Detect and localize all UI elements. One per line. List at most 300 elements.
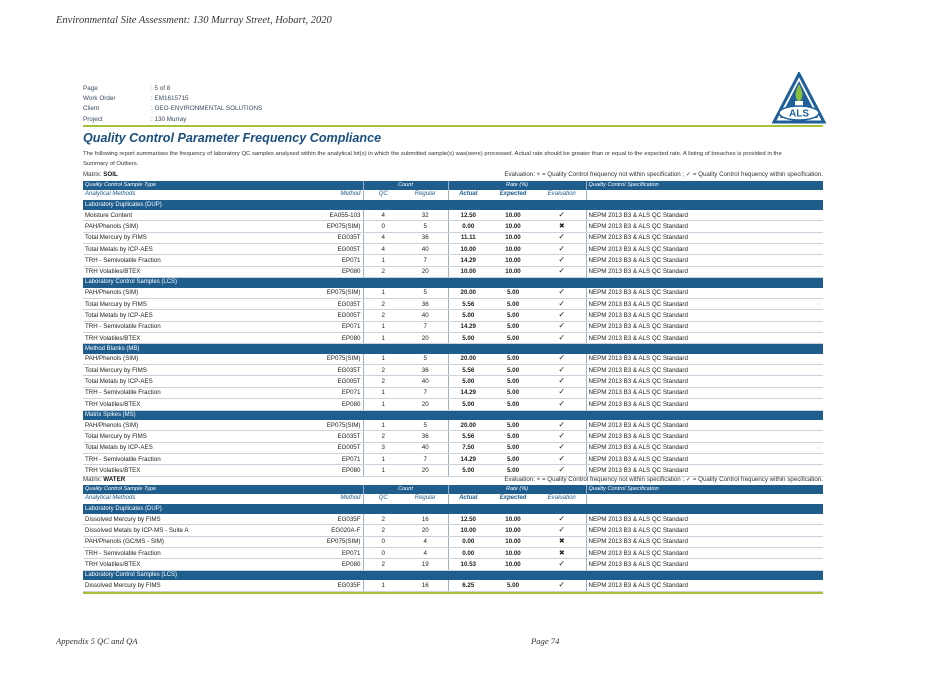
analyte-cell: PAH/Phenols (SIM) [83,221,268,232]
actual-rate-cell: 5.00 [448,399,488,410]
analyte-cell: Total Mercury by FIMS [83,365,268,376]
evaluation-cell [538,420,586,431]
actual-rate-cell: 20.00 [448,354,488,365]
expected-rate-cell: 10.00 [488,514,538,525]
analyte-cell: Total Mercury by FIMS [83,232,268,243]
expected-rate-cell: 5.00 [488,376,538,387]
count-header: Count [363,181,448,190]
table-row [83,525,823,536]
method-cell: EG035T [268,232,363,243]
qc-count-cell: 1 [363,255,403,266]
meta-value: : GEO-ENVIRONMENTAL SOLUTIONS [151,105,263,113]
actual-rate-cell: 0.00 [448,536,488,547]
analyte-cell: Total Metals by ICP-AES [83,244,268,255]
regular-count-cell: 20 [403,465,448,476]
evaluation-cell [538,399,586,410]
regular-count-cell: 40 [403,244,448,255]
table-row [83,399,823,410]
group-row [83,344,823,354]
meta-value: : 130 Murray [151,115,187,123]
method-cell: EP080 [268,332,363,343]
regular-count-cell: 36 [403,431,448,442]
actual-rate-cell: 0.00 [448,221,488,232]
actual-header: Actual [448,494,488,504]
expected-rate-cell: 10.00 [488,525,538,536]
spec-cell: NEPM 2013 B3 & ALS QC Standard [586,365,823,376]
expected-rate-cell: 5.00 [488,354,538,365]
group-title: Laboratory Duplicates (DUP) [83,200,823,210]
expected-rate-cell: 5.00 [488,431,538,442]
analyte-cell: TRH Volatiles/BTEX [83,465,268,476]
method-cell: EP071 [268,321,363,332]
cross-icon: ✖ [558,223,565,231]
qc-header: QC [363,494,403,504]
actual-rate-cell: 6.25 [448,580,488,591]
check-icon: ✓ [558,287,566,297]
spec-cell: NEPM 2013 B3 & ALS QC Standard [586,244,823,255]
header-row [83,485,823,494]
rate-header: Rate (%) [448,485,586,494]
method-cell: EG035F [268,514,363,525]
spec-subheader [586,494,823,504]
matrix-label-water [83,476,823,485]
qc-header: QC [363,190,403,200]
expected-rate-cell: 10.00 [488,266,538,277]
analyte-cell: PAH/Phenols (SIM) [83,420,268,431]
analyte-cell: TRH - Semivolatile Fraction [83,321,268,332]
spec-cell: NEPM 2013 B3 & ALS QC Standard [586,232,823,243]
evaluation-header: Evaluation [538,494,586,504]
table-row [83,365,823,376]
matrix-prefix: Matrix: [83,171,102,178]
method-header: Method [268,494,363,504]
group-title: Laboratory Control Samples (LCS) [83,570,823,580]
analyte-cell: TRH Volatiles/BTEX [83,266,268,277]
expected-rate-cell: 10.00 [488,244,538,255]
expected-header: Expected [488,190,538,200]
check-icon: ✓ [558,442,566,452]
regular-count-cell: 5 [403,288,448,299]
check-icon: ✓ [558,210,566,219]
check-icon: ✓ [558,232,566,242]
method-cell: EG035T [268,431,363,442]
meta-label: Page [83,84,98,92]
table-row [83,354,823,365]
table-row [83,420,823,431]
expected-rate-cell: 5.00 [488,288,538,299]
table-row [83,321,823,332]
evaluation-legend: Evaluation: × = Quality Control frequency not within specification ; ✓ = Quality Control frequency within specification. [504,476,823,483]
table-row [83,266,823,277]
spec-cell: NEPM 2013 B3 & ALS QC Standard [586,321,823,332]
qc-count-cell: 4 [363,232,403,243]
matrix-prefix: Matrix: [83,476,102,483]
table-row [83,244,823,255]
qc-count-cell: 1 [363,465,403,476]
evaluation-cell [538,454,586,465]
spec-cell: NEPM 2013 B3 & ALS QC Standard [586,431,823,442]
method-cell: EP080 [268,399,363,410]
analyte-cell: Total Mercury by FIMS [83,298,268,309]
spec-cell: NEPM 2013 B3 & ALS QC Standard [586,525,823,536]
actual-rate-cell: 5.00 [448,310,488,321]
evaluation-cell [538,442,586,453]
regular-count-cell: 20 [403,399,448,410]
qc-count-cell: 3 [363,442,403,453]
report-meta [83,83,262,124]
analyte-cell: TRH - Semivolatile Fraction [83,548,268,559]
table-row [83,514,823,525]
qc-count-cell: 4 [363,244,403,255]
spec-cell: NEPM 2013 B3 & ALS QC Standard [586,442,823,453]
spec-cell: NEPM 2013 B3 & ALS QC Standard [586,221,823,232]
method-cell: EG035T [268,365,363,376]
method-cell: EP071 [268,255,363,266]
method-cell: EP071 [268,454,363,465]
regular-count-cell: 5 [403,354,448,365]
actual-header: Actual [448,190,488,200]
spec-cell: NEPM 2013 B3 & ALS QC Standard [586,332,823,343]
method-cell: EP075(SIM) [268,536,363,547]
method-header: Method [268,190,363,200]
meta-value: : EM1615715 [151,94,189,102]
expected-rate-cell: 10.00 [488,255,538,266]
method-cell: EG005T [268,442,363,453]
check-icon: ✓ [558,243,566,253]
table-row [83,580,823,591]
evaluation-cell [538,244,586,255]
analyte-cell: TRH Volatiles/BTEX [83,399,268,410]
actual-rate-cell: 5.00 [448,465,488,476]
method-cell: EP080 [268,266,363,277]
method-cell: EP075(SIM) [268,354,363,365]
qc-count-cell: 0 [363,536,403,547]
cross-icon: ✖ [558,549,565,557]
method-cell: EG005T [268,310,363,321]
expected-rate-cell: 10.00 [488,221,538,232]
spec-subheader [586,190,823,200]
check-icon: ✓ [558,465,566,475]
table-row [83,387,823,398]
meta-label: Client [83,105,100,113]
qc-count-cell: 2 [363,559,403,570]
check-icon: ✓ [558,255,566,265]
regular-count-cell: 40 [403,376,448,387]
meta-row [83,114,262,124]
spec-cell: NEPM 2013 B3 & ALS QC Standard [586,559,823,570]
analyte-cell: PAH/Phenols (SIM) [83,288,268,299]
actual-rate-cell: 14.29 [448,321,488,332]
group-title: Laboratory Duplicates (DUP) [83,504,823,514]
type-header: Quality Control Sample Type [83,181,363,190]
qc-count-cell: 0 [363,548,403,559]
actual-rate-cell: 10.53 [448,559,488,570]
methods-header: Analytical Methods [83,190,268,200]
check-icon: ✓ [558,398,566,408]
type-header: Quality Control Sample Type [83,485,363,494]
regular-header: Regular [403,190,448,200]
evaluation-cell [538,332,586,343]
regular-count-cell: 36 [403,298,448,309]
actual-rate-cell: 0.00 [448,548,488,559]
evaluation-cell [538,255,586,266]
regular-count-cell: 20 [403,525,448,536]
qc-count-cell: 4 [363,210,403,221]
qc-count-cell: 1 [363,288,403,299]
footer-appendix: Appendix 5 QC and QA [56,636,138,646]
evaluation-header: Evaluation [538,190,586,200]
group-row [83,410,823,420]
evaluation-cell [538,525,586,536]
method-cell: EP071 [268,548,363,559]
intro-paragraph: The following report summarises the frequency of laboratory QC samples analysed within the analytical lot(s) in which the submitted sample(s) was(were) processed. Actual rate should be greater than or equal to the expected rate. A listing of breaches is provided in the Summary of Outliers. [83,151,782,167]
evaluation-cell [538,310,586,321]
spec-header: Quality Control Specification [586,181,823,190]
method-cell: EG005T [268,244,363,255]
evaluation-cell [538,221,586,232]
analyte-cell: TRH Volatiles/BTEX [83,559,268,570]
expected-rate-cell: 10.00 [488,548,538,559]
spec-cell: NEPM 2013 B3 & ALS QC Standard [586,210,823,221]
method-cell: EP071 [268,387,363,398]
group-title: Method Blanks (MB) [83,344,823,354]
evaluation-legend: Evaluation: × = Quality Control frequency not within specification ; ✓ = Quality Control frequency within specification. [504,171,823,178]
qc-count-cell: 2 [363,525,403,536]
qc-count-cell: 0 [363,221,403,232]
regular-count-cell: 5 [403,420,448,431]
qc-count-cell: 2 [363,298,403,309]
group-title: Laboratory Control Samples (LCS) [83,278,823,288]
evaluation-cell [538,514,586,525]
table-row [83,332,823,343]
qc-count-cell: 1 [363,580,403,591]
analyte-cell: Total Metals by ICP-AES [83,310,268,321]
regular-count-cell: 5 [403,221,448,232]
qc-count-cell: 1 [363,354,403,365]
evaluation-cell [538,559,586,570]
spec-cell: NEPM 2013 B3 & ALS QC Standard [586,454,823,465]
regular-count-cell: 7 [403,255,448,266]
regular-count-cell: 36 [403,232,448,243]
expected-rate-cell: 10.00 [488,536,538,547]
qc-count-cell: 1 [363,387,403,398]
spec-cell: NEPM 2013 B3 & ALS QC Standard [586,298,823,309]
table-row [83,559,823,570]
actual-rate-cell: 7.50 [448,442,488,453]
analyte-cell: TRH Volatiles/BTEX [83,332,268,343]
footer-page-number: Page 74 [531,636,560,646]
method-cell: EP080 [268,465,363,476]
analyte-cell: Total Metals by ICP-AES [83,376,268,387]
method-cell: EP080 [268,559,363,570]
analyte-cell: TRH - Semivolatile Fraction [83,255,268,266]
regular-count-cell: 7 [403,454,448,465]
regular-count-cell: 4 [403,548,448,559]
spec-cell: NEPM 2013 B3 & ALS QC Standard [586,548,823,559]
analyte-cell: Total Metals by ICP-AES [83,442,268,453]
evaluation-cell [538,376,586,387]
report-title: Quality Control Parameter Frequency Compliance [83,131,382,145]
analyte-cell: Dissolved Mercury by FIMS [83,514,268,525]
check-icon: ✓ [558,387,566,397]
check-icon: ✓ [558,431,566,441]
evaluation-cell [538,431,586,442]
expected-rate-cell: 5.00 [488,321,538,332]
spec-cell: NEPM 2013 B3 & ALS QC Standard [586,255,823,266]
spec-cell: NEPM 2013 B3 & ALS QC Standard [586,420,823,431]
evaluation-cell [538,465,586,476]
analyte-cell: TRH - Semivolatile Fraction [83,387,268,398]
qc-count-cell: 1 [363,399,403,410]
analyte-cell: TRH - Semivolatile Fraction [83,454,268,465]
table-row [83,298,823,309]
evaluation-cell [538,548,586,559]
spec-cell: NEPM 2013 B3 & ALS QC Standard [586,514,823,525]
check-icon: ✓ [558,420,566,429]
spec-cell: NEPM 2013 B3 & ALS QC Standard [586,310,823,321]
qc-count-cell: 2 [363,514,403,525]
analyte-cell: Moisture Content [83,210,268,221]
method-cell: EG020A-F [268,525,363,536]
actual-rate-cell: 5.00 [448,332,488,343]
actual-rate-cell: 20.00 [448,420,488,431]
header-row [83,181,823,190]
header-divider [83,125,823,127]
expected-rate-cell: 5.00 [488,420,538,431]
check-icon: ✓ [558,364,566,374]
group-row [83,278,823,288]
analyte-cell: Dissolved Mercury by FIMS [83,580,268,591]
footer-divider [83,592,823,594]
qc-count-cell: 1 [363,332,403,343]
evaluation-cell [538,387,586,398]
meta-row [83,104,262,114]
spec-cell: NEPM 2013 B3 & ALS QC Standard [586,399,823,410]
spec-cell: NEPM 2013 B3 & ALS QC Standard [586,536,823,547]
evaluation-cell [538,365,586,376]
actual-rate-cell: 12.50 [448,514,488,525]
regular-count-cell: 20 [403,332,448,343]
check-icon: ✓ [558,453,566,463]
analyte-cell: PAH/Phenols (SIM) [83,354,268,365]
table-row [83,431,823,442]
table-row [83,210,823,221]
regular-count-cell: 7 [403,387,448,398]
qc-count-cell: 2 [363,310,403,321]
cross-icon: ✖ [558,538,565,546]
expected-rate-cell: 5.00 [488,399,538,410]
actual-rate-cell: 14.29 [448,454,488,465]
regular-count-cell: 20 [403,266,448,277]
regular-count-cell: 19 [403,559,448,570]
regular-header: Regular [403,494,448,504]
check-icon: ✓ [558,309,566,319]
method-cell: EG005T [268,376,363,387]
expected-rate-cell: 5.00 [488,465,538,476]
matrix-name: SOIL [103,171,118,178]
matrix-label-soil [83,171,823,180]
expected-rate-cell: 10.00 [488,559,538,570]
expected-rate-cell: 5.00 [488,298,538,309]
meta-row [83,93,262,103]
analyte-cell: Total Mercury by FIMS [83,431,268,442]
spec-cell: NEPM 2013 B3 & ALS QC Standard [586,354,823,365]
group-row [83,200,823,210]
table-row [83,255,823,266]
spec-cell: NEPM 2013 B3 & ALS QC Standard [586,288,823,299]
subheader-row [83,494,823,504]
expected-rate-cell: 5.00 [488,454,538,465]
analyte-cell: Dissolved Metals by ICP-MS - Suite A [83,525,268,536]
evaluation-cell [538,321,586,332]
table-row [83,536,823,547]
regular-count-cell: 7 [403,321,448,332]
table-row [83,310,823,321]
method-cell: EG035F [268,580,363,591]
actual-rate-cell: 5.56 [448,298,488,309]
als-logo [772,72,826,124]
qc-count-cell: 1 [363,454,403,465]
actual-rate-cell: 20.00 [448,288,488,299]
check-icon: ✓ [558,559,566,569]
check-icon: ✓ [558,266,566,276]
table-row [83,548,823,559]
actual-rate-cell: 10.00 [448,266,488,277]
group-row [83,570,823,580]
expected-rate-cell: 5.00 [488,310,538,321]
table-row [83,442,823,453]
actual-rate-cell: 5.00 [448,376,488,387]
regular-count-cell: 16 [403,514,448,525]
check-icon: ✓ [558,353,566,363]
analyte-cell: PAH/Phenols (GC/MS - SIM) [83,536,268,547]
subheader-row [83,190,823,200]
qc-count-cell: 1 [363,321,403,332]
evaluation-cell [538,536,586,547]
expected-rate-cell: 5.00 [488,580,538,591]
method-cell: EP075(SIM) [268,288,363,299]
actual-rate-cell: 5.56 [448,431,488,442]
evaluation-cell [538,232,586,243]
check-icon: ✓ [558,332,566,342]
methods-header: Analytical Methods [83,494,268,504]
actual-rate-cell: 10.00 [448,525,488,536]
check-icon: ✓ [558,525,566,535]
table-row [83,232,823,243]
meta-row [83,83,262,93]
actual-rate-cell: 12.50 [448,210,488,221]
regular-count-cell: 40 [403,310,448,321]
spec-cell: NEPM 2013 B3 & ALS QC Standard [586,580,823,591]
check-icon: ✓ [558,321,566,331]
qc-frequency-table-soil [83,181,823,477]
group-row [83,504,823,514]
rate-header: Rate (%) [448,181,586,190]
actual-rate-cell: 14.29 [448,387,488,398]
spec-cell: NEPM 2013 B3 & ALS QC Standard [586,376,823,387]
regular-count-cell: 36 [403,365,448,376]
qc-count-cell: 2 [363,266,403,277]
meta-value: : 5 of 8 [151,84,171,92]
method-cell: EA055-103 [268,210,363,221]
actual-rate-cell: 10.00 [448,244,488,255]
qc-frequency-table-water [83,485,823,592]
table-row [83,465,823,476]
expected-rate-cell: 10.00 [488,210,538,221]
table-row [83,288,823,299]
actual-rate-cell: 11.11 [448,232,488,243]
check-icon: ✓ [558,298,566,308]
